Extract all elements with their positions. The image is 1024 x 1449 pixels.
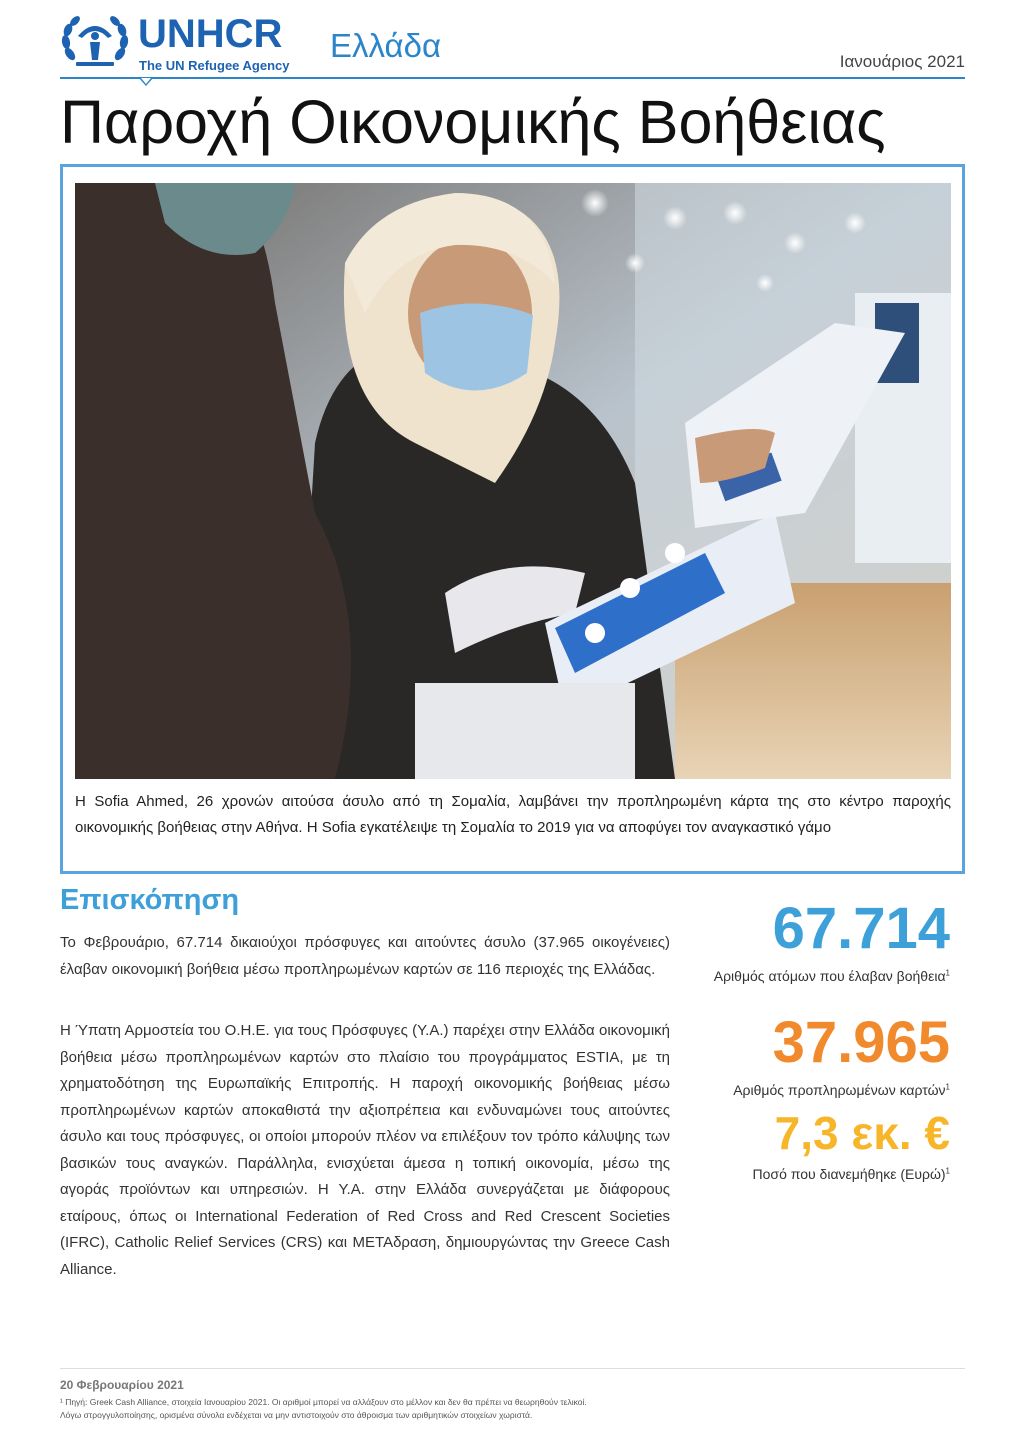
- overview-paragraph-2: Η Ύπατη Αρμοστεία του Ο.Η.Ε. για τους Πρόσφυγες (Υ.Α.) παρέχει στην Ελλάδα οικονομική βοήθεια μέσω προπληρωμένων καρτών στο πλαίσιο του προγράμματος ESTIA, με τη χρηματοδότηση της Ευρωπαϊκής Επιτροπής. Η παροχή οικονομικής βοήθειας μέσω προπληρωμένων καρτών αποκαθιστά την αξιοπρέπεια και ενδυναμώνει τους αιτούντες άσυλο και τους πρόσφυγες, οι οποίοι μπορούν πλέον να επιλέξουν τον τρόπο κάλυψης των βασικών τους αναγκών. Παράλληλα, ενισχύεται άμεσα η τοπική οικονομία, μέσω της αγοράς προϊόντων και υπηρεσιών. Η Υ.Α. στην Ελλάδα συνεργάζεται με διάφορους εταίρους, όπως οι International Federation of Red Cross and Red Crescent Societies (IFRC), Catholic Relief Services (CRS) και ΜΕΤΑδραση, δημιουργώντας την Greece Cash Alliance.: [60, 1022, 670, 1278]
- logo-tagline: The UN Refugee Agency: [139, 58, 290, 73]
- photo-frame: [60, 164, 965, 874]
- stat-people-assisted: [713, 896, 950, 984]
- logo-wordmark: UNHCR: [138, 12, 283, 56]
- stat-value: 7,3 εκ. €: [774, 1107, 950, 1159]
- photo-illustration: [75, 183, 951, 779]
- overview-paragraph-1: Το Φεβρουάριο, 67.714 δικαιούχοι πρόσφυγες και αιτούντες άσυλο (37.965 οικογένειες) έλαβαν οικονομική βοήθεια μέσω προπληρωμένων καρτών σε 116 περιοχές της Ελλάδας.: [60, 934, 670, 978]
- footnote-ref: 1: [945, 1082, 950, 1092]
- header-divider: [60, 77, 965, 79]
- unhcr-emblem-icon: [60, 14, 130, 70]
- stat-value: 67.714: [772, 896, 950, 961]
- country-label: Ελλάδα: [330, 27, 442, 64]
- footnote-ref: 1: [945, 1166, 950, 1176]
- stat-label: [753, 1166, 950, 1182]
- stat-prepaid-cards: [733, 1010, 950, 1098]
- stat-label-text: Αριθμός προπληρωμένων καρτών: [733, 1082, 946, 1098]
- report-date: Ιανουάριος 2021: [839, 52, 965, 71]
- footer-divider: [60, 1368, 965, 1369]
- overview-heading: Επισκόπηση: [60, 884, 240, 916]
- footnote-source: ¹ Πηγή: Greek Cash Alliance, στοιχεία Ιανουαρίου 2021. Οι αριθμοί μπορεί να αλλάξουν στο μέλλον και δεν θα πρέπει να θεωρηθούν τελικοί.: [60, 1397, 587, 1407]
- stat-label-text: Αριθμός ατόμων που έλαβαν βοήθεια: [713, 968, 946, 984]
- unhcr-logo[interactable]: [60, 14, 310, 78]
- stat-value: 37.965: [772, 1010, 950, 1075]
- featured-photo: [75, 183, 951, 779]
- stat-label-text: Ποσό που διανεμήθηκε (Ευρώ): [752, 1166, 946, 1182]
- header-divider-notch-inner: [141, 78, 151, 84]
- footnote-rounding: Λόγω στρογγυλοποίησης, ορισμένα σύνολα ενδέχεται να μην αντιστοιχούν στο άθροισμα των αριθμητικών στοιχείων χωριστά.: [60, 1410, 533, 1420]
- stat-label: [733, 1082, 950, 1098]
- photo-caption: Η Sofia Ahmed, 26 χρονών αιτούσα άσυλο από τη Σομαλία, λαμβάνει την προπληρωμένη κάρτα της στο κέντρο παροχής οικονομικής βοήθειας στην Αθήνα. Η Sofia εγκατέλειψε τη Σομαλία το 2019 για να αποφύγει τον αναγκαστικό γάμο: [75, 793, 951, 836]
- stat-amount-distributed: [752, 1107, 950, 1182]
- footer-date: 20 Φεβρουαρίου 2021: [60, 1378, 184, 1392]
- page-title: Παροχή Οικονομικής Βοήθειας: [60, 88, 886, 156]
- stat-label: [714, 968, 950, 984]
- footnote-ref: 1: [945, 968, 950, 978]
